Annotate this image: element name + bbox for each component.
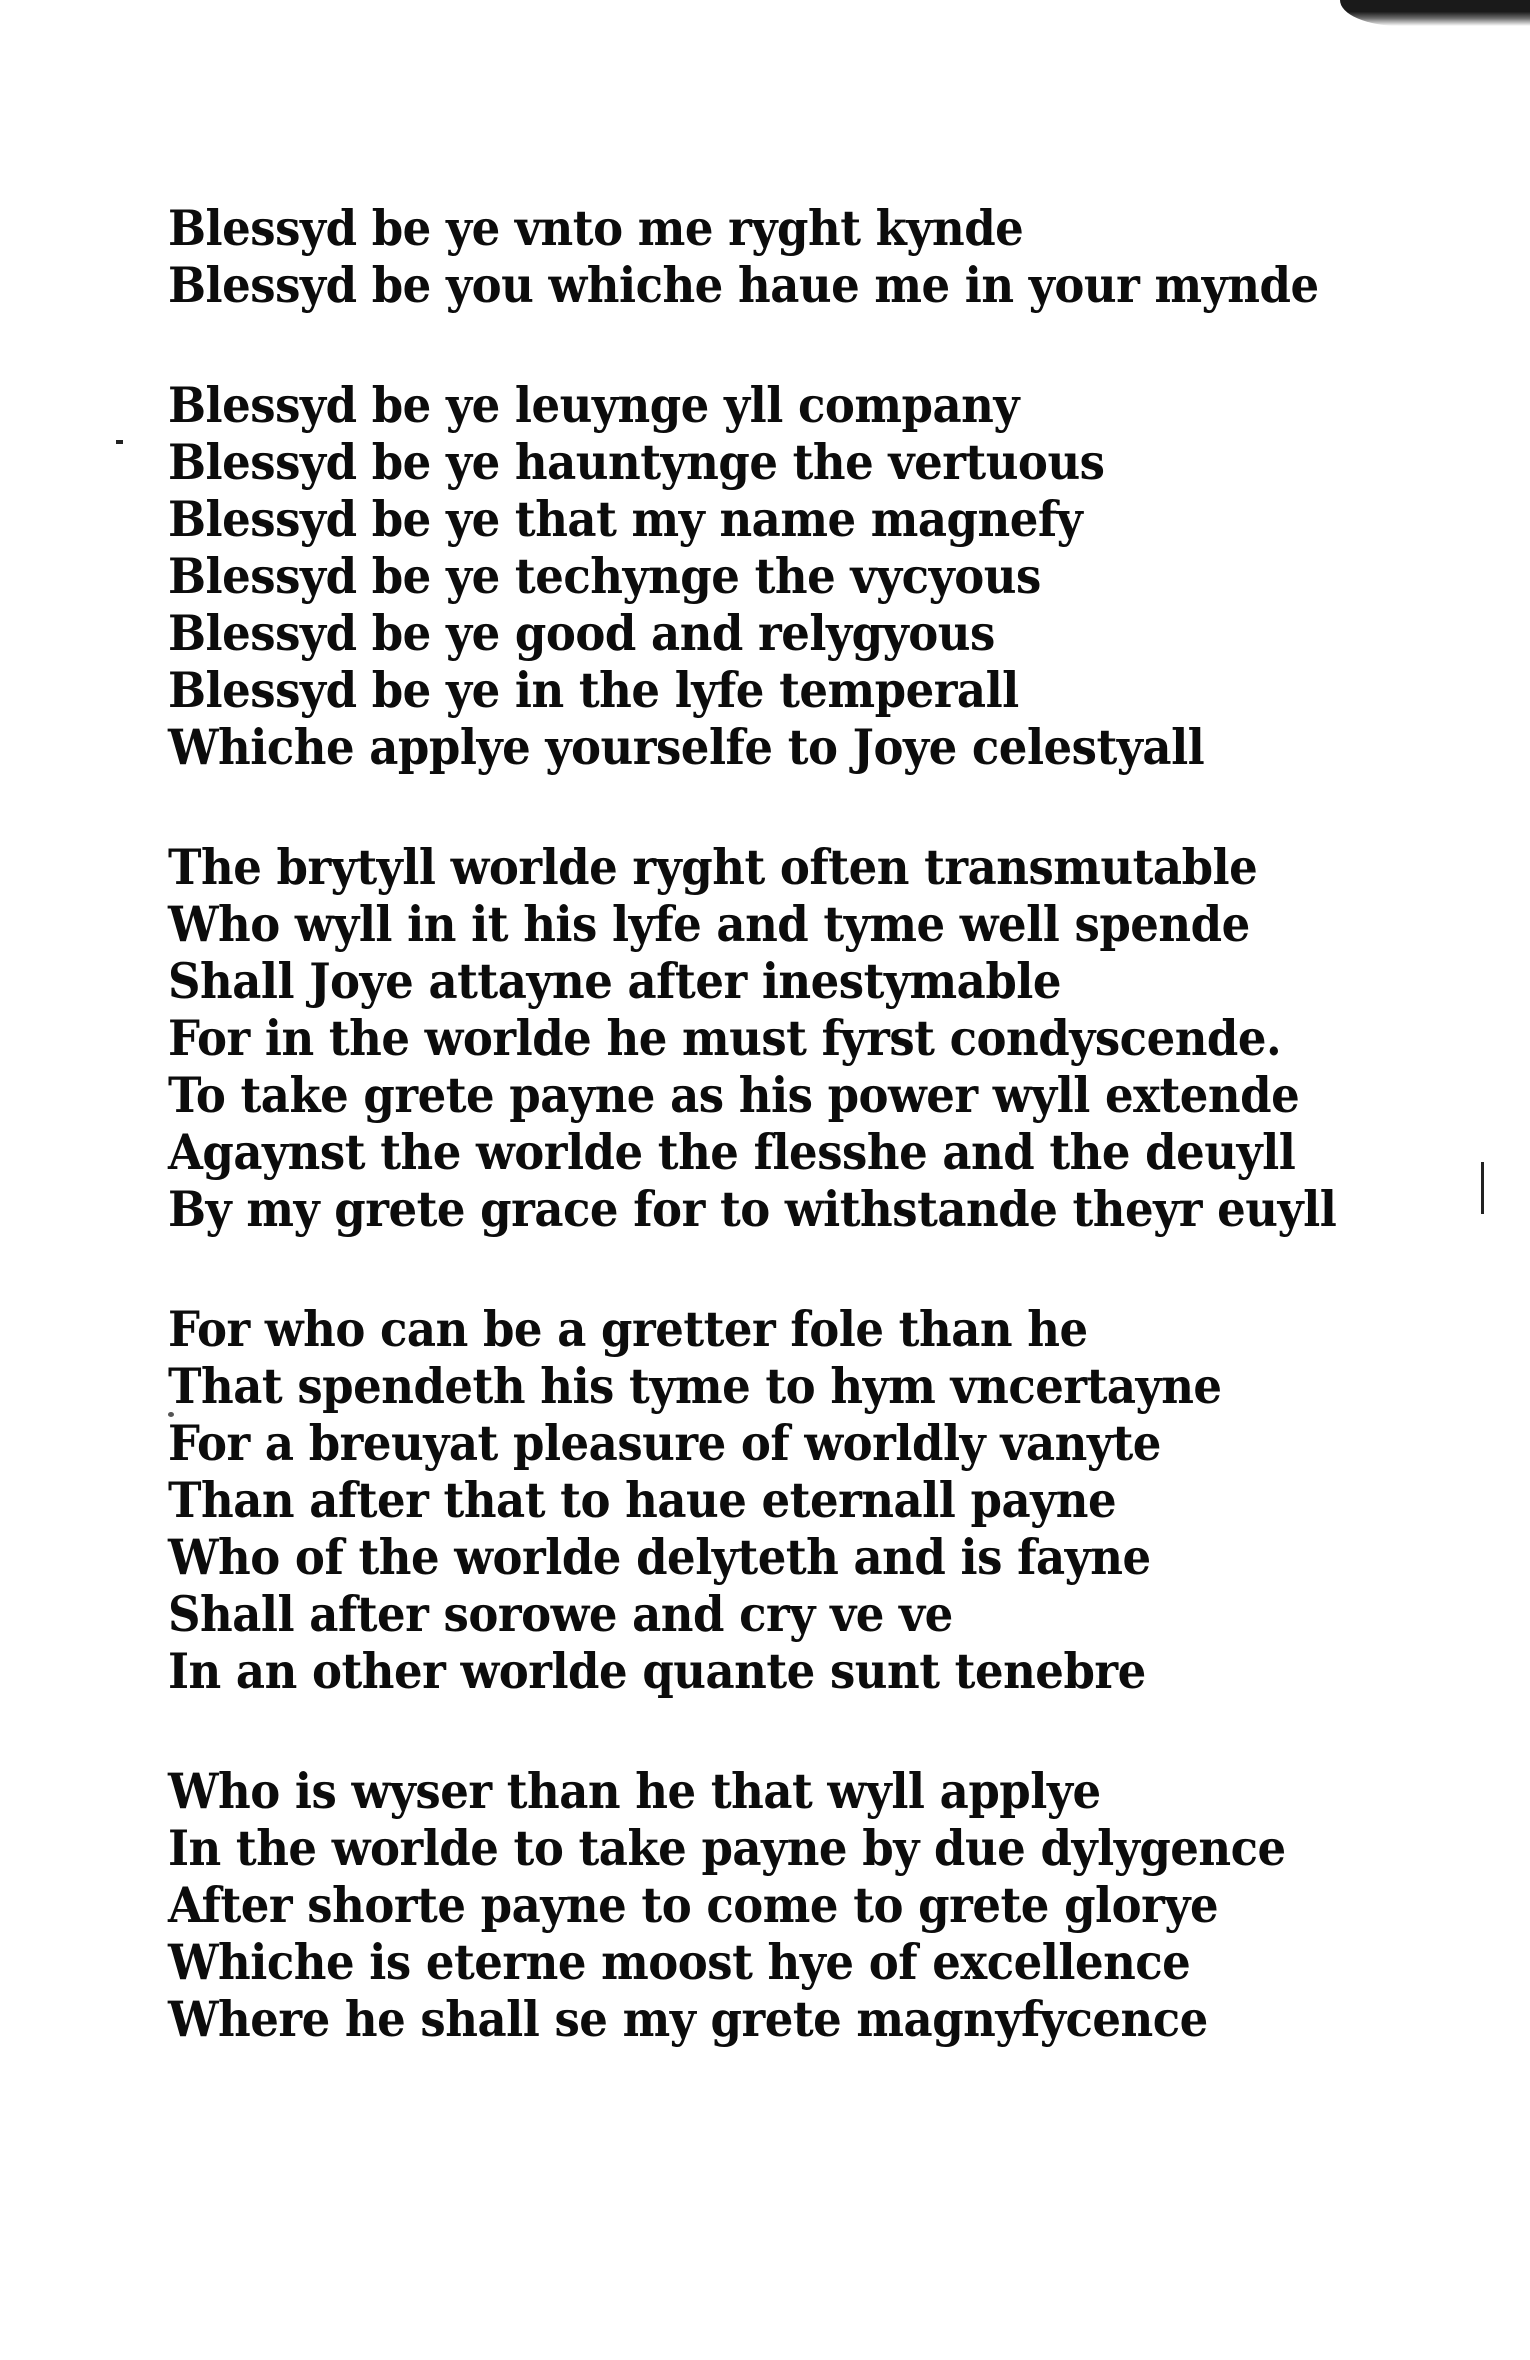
verse-line: Shall after sorowe and cry ve ve: [168, 1585, 953, 1644]
page-corner-edge: [1340, 0, 1530, 26]
verse-line: Blessyd be ye vnto me ryght kynde: [168, 199, 1024, 258]
verse-line: In an other worlde quante sunt tenebre: [168, 1642, 1146, 1701]
verse-line: Blessyd be ye techynge the vycyous: [168, 547, 1041, 606]
verse-line: Who of the worlde delyteth and is fayne: [168, 1528, 1151, 1587]
verse-line: Blessyd be you whiche haue me in your mynde: [168, 256, 1319, 315]
verse-line: Whiche applye yourselfe to Joye celestyall: [168, 718, 1205, 777]
verse-line: Agaynst the worlde the flesshe and the deuyll: [168, 1123, 1296, 1182]
poem-text: [168, 200, 1348, 2048]
verse-line: For a breuyat pleasure of worldly vanyte: [168, 1414, 1161, 1473]
verse-line: For who can be a gretter fole than he: [168, 1300, 1088, 1359]
verse-line: To take grete payne as his power wyll extende: [168, 1066, 1300, 1125]
verse-line: That spendeth his tyme to hym vncertayne: [168, 1357, 1222, 1416]
verse-line: Shall Joye attayne after inestymable: [168, 952, 1062, 1011]
stanza-5: [168, 1763, 1348, 2048]
verse-line: Blessyd be ye in the lyfe temperall: [168, 661, 1019, 720]
verse-line: Who wyll in it his lyfe and tyme well spende: [168, 895, 1250, 954]
verse-line: Blessyd be ye hauntynge the vertuous: [168, 433, 1105, 492]
verse-line: Whiche is eterne moost hye of excellence: [168, 1933, 1191, 1992]
stanza-1: [168, 200, 1348, 314]
verse-line: Blessyd be ye that my name magnefy: [168, 490, 1083, 549]
verse-line: Who is wyser than he that wyll applye: [168, 1762, 1101, 1821]
verse-line: For in the worlde he must fyrst condyscende.: [168, 1009, 1282, 1068]
margin-rule-mark: [1481, 1162, 1484, 1214]
stanza-4: [168, 1301, 1348, 1700]
stanza-3: [168, 839, 1348, 1238]
verse-line: Than after that to haue eternall payne: [168, 1471, 1117, 1530]
margin-mark: [116, 440, 123, 444]
verse-line: Blessyd be ye leuynge yll company: [168, 376, 1020, 435]
verse-line: Where he shall se my grete magnyfycence: [168, 1990, 1208, 2049]
verse-line: In the worlde to take payne by due dylygence: [168, 1819, 1286, 1878]
verse-line: By my grete grace for to withstande theyr euyll: [168, 1180, 1337, 1239]
verse-line: Blessyd be ye good and relygyous: [168, 604, 995, 663]
stanza-2: [168, 377, 1348, 776]
verse-line: After shorte payne to come to grete glorye: [168, 1876, 1219, 1935]
verse-line: The brytyll worlde ryght often transmutable: [168, 838, 1258, 897]
